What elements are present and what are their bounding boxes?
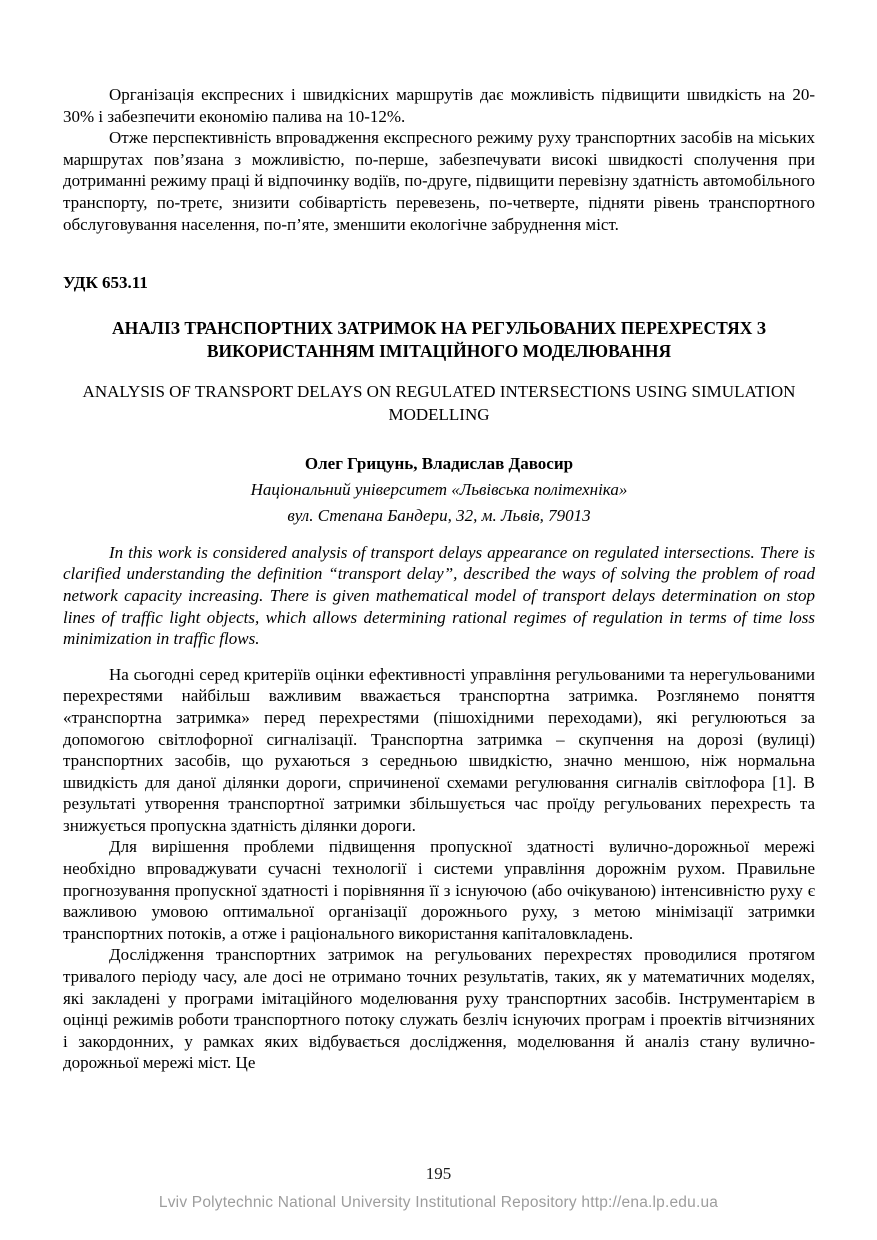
abstract-english: In this work is considered analysis of transport delays appearance on regulated intersections. There is clarified understanding the definition “transport delay”, described the ways of solving the problem of road network capacity increasing. There is given mathematical model of transport delays determination on stop lines of traffic light objects, which allows determining rational regimes of regulation in terms of time loss minimization in traffic flows. xyxy=(63,542,815,649)
affiliation-line: Національний університет «Львівська політехніка» xyxy=(250,479,628,499)
page-number: 195 xyxy=(425,1164,452,1183)
udc-code: УДК 653.11 xyxy=(63,273,148,293)
authors-line: Олег Грицунь, Владислав Давосир xyxy=(304,453,574,473)
text-column xyxy=(63,84,815,1074)
address-line: вул. Степана Бандери, 32, м. Львів, 79013 xyxy=(287,505,591,525)
article-title-english: ANALYSIS OF TRANSPORT DELAYS ON REGULATED INTERSECTIONS USING SIMULATION MODELLING xyxy=(82,381,796,424)
intro-paragraph-2: Отже перспективність впровадження експресного режиму руху транспортних засобів на міських маршрутах пов’язана з можливістю, по-перше, забезпечувати високі швидкості сполучення при дотриманні режиму праці й відпочинку водіїв, по-друге, підвищити перевізну здатність автомобільного транспорту, по-третє, знизити собівартість перевезень, по-четверте, підняти рівень транспортного обслуговування населення, по-п’яте, зменшити екологічне забруднення міст. xyxy=(63,128,815,234)
body-paragraph-3: Дослідження транспортних затримок на регульованих перехрестях проводилися протягом тривалого періоду часу, але досі не отримано точних результатів, таких, як у математичних моделях, які закладені у програми імітаційного моделювання руху транспортних засобів. Інструментарієм в оцінці режимів роботи транспортного потоку служать безліч існуючих програм і проектів вітчизняних і закордонних, у рамках яких відбувається дослідження, моделювання й аналіз стану вулично-дорожньої мережі міст. Це xyxy=(63,945,815,1073)
repository-footer-text: Lviv Polytechnic National University Institutional Repository http://ena.lp.edu.ua xyxy=(158,1194,719,1211)
article-title-ukrainian: АНАЛІЗ ТРАНСПОРТНИХ ЗАТРИМОК НА РЕГУЛЬОВАНИХ ПЕРЕХРЕСТЯХ З ВИКОРИСТАННЯМ ІМІТАЦІЙНОГО МОДЕЛЮВАННЯ xyxy=(112,317,766,361)
body-paragraph-2: Для вирішення проблеми підвищення пропускної здатності вулично-дорожньої мережі необхідно впроваджувати сучасні технології і системи управління дорожнім рухом. Правильне прогнозування пропускної здатності і порівняння її з існуючою (або очікуваною) інтенсивністю руху є важливою умовою оптимальної організації дорожнього руху, з метою мінімізації затримки транспортних потоків, а отже і раціонального використання капіталовкладень. xyxy=(63,837,815,943)
intro-paragraph-1: Організація експресних і швидкісних маршрутів дає можливість підвищити швидкість на 20-30% і забезпечити економію палива на 10-12%. xyxy=(63,85,815,126)
body-paragraph-1: На сьогодні серед критеріїв оцінки ефективності управління регульованими та нерегульованими перехрестями найбільш важливим вважається транспортна затримка. Розглянемо поняття «транспортна затримка» перед перехрестями (пішохідними переходами), які регулюються за допомогою світлофорної сигналізації. Транспортна затримка – скупчення на дорозі (вулиці) транспортних засобів, що рухаються з середньою швидкістю, значно меншою, ніж нормальна швидкість для даної ділянки дороги, спричиненої схемами регулювання сигналів світлофора [1]. В результаті утворення транспортної затримки збільшується час проїду регульованих перехресть та знижується пропускна здатність ділянки дороги. xyxy=(63,664,815,835)
